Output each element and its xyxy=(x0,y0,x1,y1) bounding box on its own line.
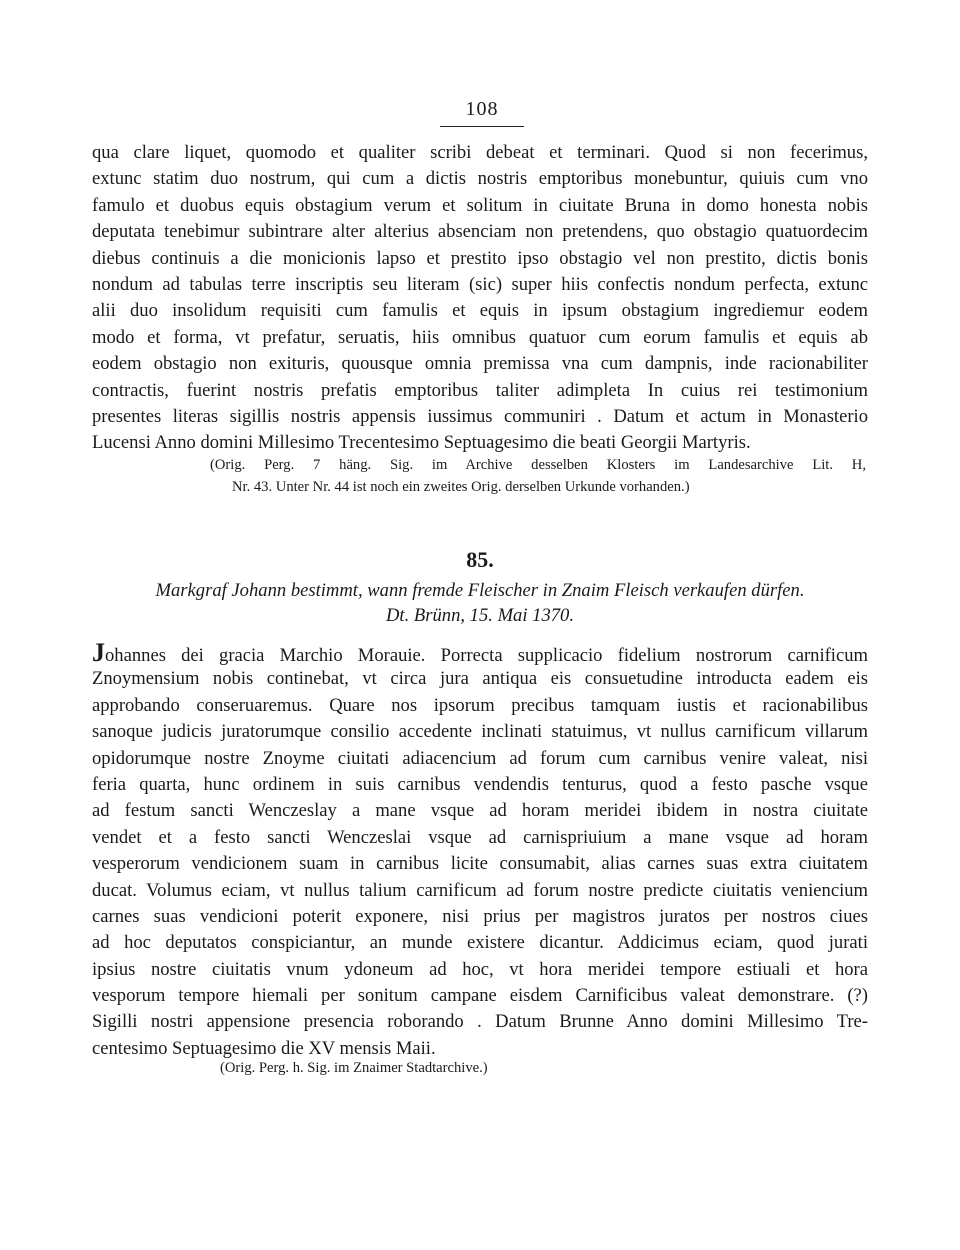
text-line: extunc statim duo nostrum, qui cum a dictis nostris emptoribus monebuntur, quiuis cum vno xyxy=(92,168,868,190)
drop-cap: J xyxy=(92,640,105,667)
text-line: sanoque judicis juratorumque consilio accedente inclinati statuimus, vt nullus carnificum villarum xyxy=(92,721,868,743)
document-number: 85. xyxy=(466,547,494,572)
text-line: ipsius nostre ciuitatis vnum ydoneum ad hoc, vt hora meridei tempore estiuali et hora xyxy=(92,958,868,980)
text-line: opidorumque nostre Znoyme ciuitati adiacencium ad forum cum carnibus venire valeat, nisi xyxy=(92,747,868,769)
text-line-content: ohannes dei gracia Marchio Morauie. Porrecta supplicacio fidelium nostrorum carnificum xyxy=(105,645,868,666)
page-number-rule xyxy=(440,126,524,127)
text-line: feria quarta, hunc ordinem in suis carnibus vendendis tenturus, quod a festo pasche vsque xyxy=(92,773,868,795)
text-line: vendet et a festo sancti Wenczeslai vsque ad carnispriuium a mane vsque ad horam xyxy=(92,826,868,848)
text-line: presentes literas sigillis nostris appensis iussimus communiri . Datum et actum in Monasterio xyxy=(92,405,868,427)
text-line: Sigilli nostri appensione presencia roborando . Datum Brunne Anno domini Millesimo Tre- xyxy=(92,1011,868,1033)
text-line: centesimo Septuagesimo die XV mensis Maii. xyxy=(92,1037,436,1059)
text-line: ad hoc deputatos conspiciantur, an munde existere dicantur. Addicimus eciam, quod jurati xyxy=(92,932,868,954)
text-line: deputata tenebimur subintrare alter alterius absenciam non pretendens, quo obstagio quatuordecim xyxy=(92,221,868,243)
text-line: modo et forma, vt prefatur, seruatis, hiis omnibus quatuor cum eorum famulis et equis ab xyxy=(92,326,868,348)
doc84-source-note xyxy=(210,454,866,498)
text-line: alii duo insolidum requisiti cum famulis et equis in ipsum obstagium ingrediemur eodem xyxy=(92,300,868,322)
text-line: Znoymensium nobis continebat, vt circa jura antiqua eis consuetudine introducta eadem eis xyxy=(92,668,868,690)
text-line: carnes suas vendicioni poterit exponere, nisi prius per magistros juratos per nostros ciues xyxy=(92,905,868,927)
text-line: approbando conseruaremus. Quare nos ipsorum precibus tamquam iustis et racionabilibus xyxy=(92,694,868,716)
text-line: ad festum sancti Wenczeslay a mane vsque ad horam meridei ibidem in nostra ciuitate xyxy=(92,800,868,822)
text-line: famulo et duobus equis obstagium verum et solitum in ciuitate Bruna in domo honesta nobis xyxy=(92,194,868,216)
text-line: Lucensi Anno domini Millesimo Trecentesimo Septuagesimo die beati Georgii Martyris. xyxy=(92,432,751,454)
text-line: ducat. Volumus eciam, vt nullus talium carnificum ad forum nostre predicte ciuitatis veniencium xyxy=(92,879,868,901)
doc84-body xyxy=(92,140,868,457)
text-line: eodem obstagio non exituris, quousque omnia premissa vna cum dampnis, inde racionabiliter xyxy=(92,353,868,375)
text-line: vesperorum vendicionem suam in carnibus licite consumabit, alias carnes suas extra ciuitatem xyxy=(92,853,868,875)
text-line: qua clare liquet, quomodo et qualiter scribi debeat et terminari. Quod si non fecerimus, xyxy=(92,142,868,163)
page-number: 108 xyxy=(465,98,499,120)
doc85-source-note: (Orig. Perg. h. Sig. im Znaimer Stadtarchive.) xyxy=(220,1060,488,1076)
text-line xyxy=(92,640,868,666)
doc85-body xyxy=(92,640,868,1062)
note-line: (Orig. Perg. 7 häng. Sig. im Archive desselben Klosters im Landesarchive Lit. H, xyxy=(210,457,866,473)
text-line: nondum ad tabulas terre inscriptis seu literam (sic) super hiis confectis nondum perfecta, extunc xyxy=(92,273,868,295)
document-date-place: Dt. Brünn, 15. Mai 1370. xyxy=(386,605,574,626)
text-line: contractis, fuerint nostris prefatis emptoribus taliter adimpleta In cuius rei testimonium xyxy=(92,379,868,401)
text-line: vesporum tempore hiemali per sonitum campane eisdem Carnificibus valeat demonstrare. (?) xyxy=(92,985,868,1007)
text-line: diebus continuis a die monicionis lapso et prestito ipso obstagio vel non prestito, dictis bonis xyxy=(92,247,868,269)
note-line: Nr. 43. Unter Nr. 44 ist noch ein zweites Orig. derselben Urkunde vorhanden.) xyxy=(232,479,690,495)
document-heading: Markgraf Johann bestimmt, wann fremde Fleischer in Znaim Fleisch verkaufen dürfen. xyxy=(155,580,805,601)
